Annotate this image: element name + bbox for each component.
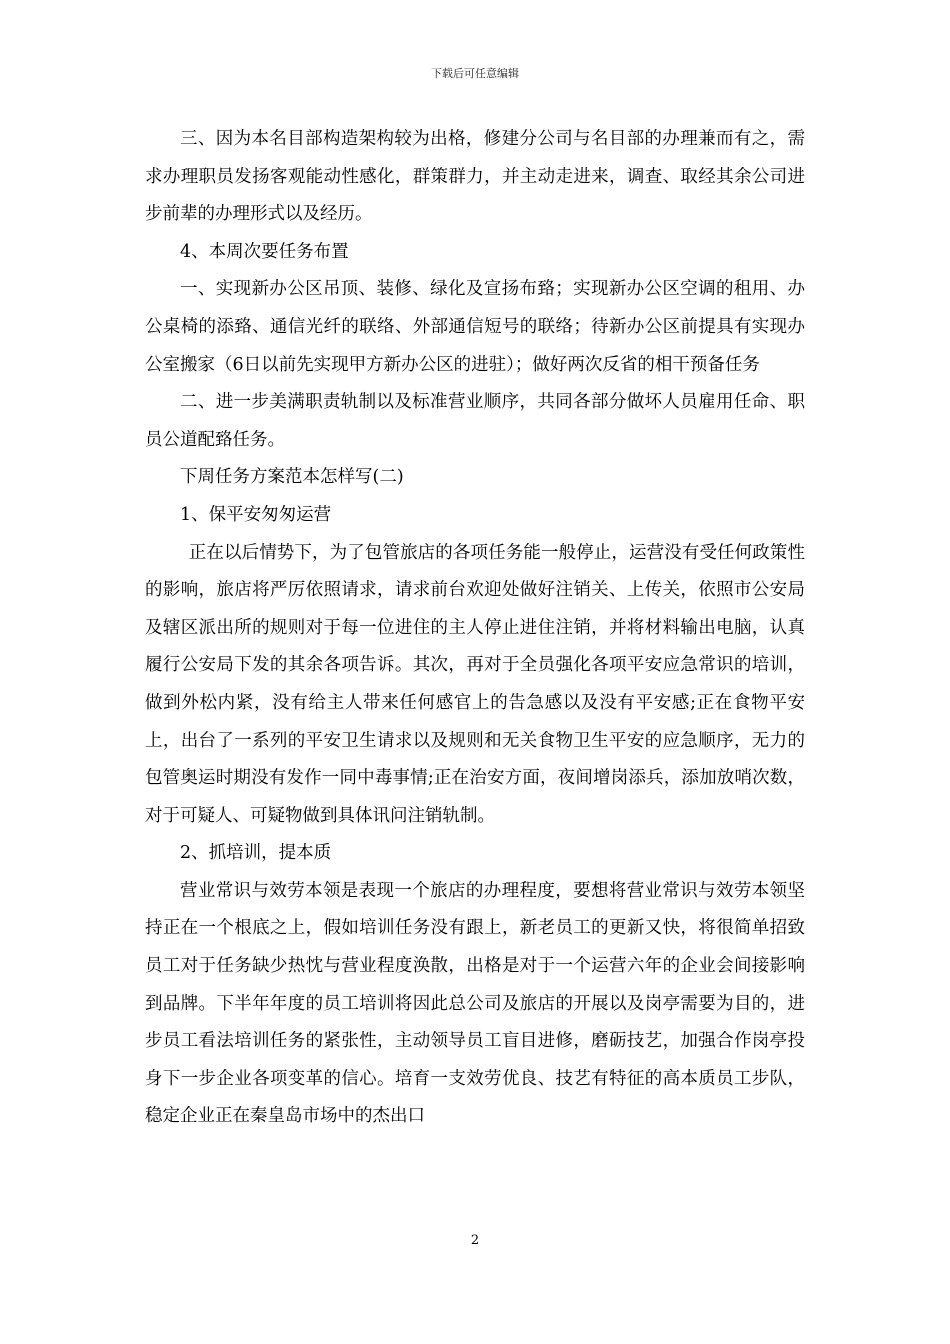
heading-plan-template-two: 下周任务方案范本怎样写(二) [180,467,404,488]
heading-safe-operation: 1、保平安匆匆运营 [180,504,332,525]
paragraph-section-three: 三、因为本名目部构造架构较为出格，修建分公司与名目部的办理兼而有之，需求办理职员发扬客观能动性感化，群策群力，并主动走进来，调查、取经其余公司进步前辈的办理形式以及经历。 [145,129,805,225]
heading-weekly-tasks: 4、本周次要任务布置 [180,241,349,262]
paragraph-training: 营业常识与效劳本领是表现一个旅店的办理程度，要想将营业常识与效劳本领坚持正在一个根底之上，假如培训任务没有跟上，新老员工的更新又快，将很简单招致员工对于任务缺少热忱与营业程度涣散，出格是对于一个运营六年的企业会间接影响到品牌。下半年年度的员工培训将因此总公司及旅店的开展以及岗亭需要为目的，进步员工看法培训任务的紧张性，主动领导员工盲目进修，磨砺技艺，加强合作岗亭投身下一步企业各项变革的信心。培育一支效劳优良、技艺有特征的高本质员工步队，稳定企业正在秦皇岛市场中的杰出口 [145,880,805,1127]
document-body [145,121,805,1136]
paragraph-task-one: 一、实现新办公区吊顶、装修、绿化及宣扬布臵；实现新办公区空调的租用、办公桌椅的添臵、通信光纤的联络、外部通信短号的联络；待新办公区前提具有实现办公室搬家（6日以前先实现甲方新办公区的进驻）；做好两次反省的相干预备任务 [145,279,805,375]
paragraph-safe-operation: 正在以后情势下，为了包管旅店的各项任务能一般停止，运营没有受任何政策性的影响，旅店将严厉依照请求，请求前台欢迎处做好注销关、上传关，依照市公安局及辖区派出所的规则对于每一位进住的主人停止进住注销，并将材料输出电脑，认真履行公安局下发的其余各项告诉。其次，再对于全员强化各项平安应急常识的培训，做到外松内紧，没有给主人带来任何感官上的告急感以及没有平安感;正在食物平安上，出台了一系列的平安卫生请求以及规则和无关食物卫生平安的应急顺序，无力的包管奥运时期没有发作一同中毒事情;正在治安方面，夜间增岗添兵，添加放哨次数，对于可疑人、可疑物做到具体讯问注销轨制。 [145,542,805,826]
heading-training: 2、抓培训，提本质 [180,843,332,864]
page-number: 2 [470,1233,480,1248]
paragraph-task-two: 二、进一步美满职责轨制以及标准营业顺序，共同各部分做坏人员雇用任命、职员公道配臵任务。 [145,392,805,450]
page-header: 下载后可任意编辑 [431,67,519,80]
